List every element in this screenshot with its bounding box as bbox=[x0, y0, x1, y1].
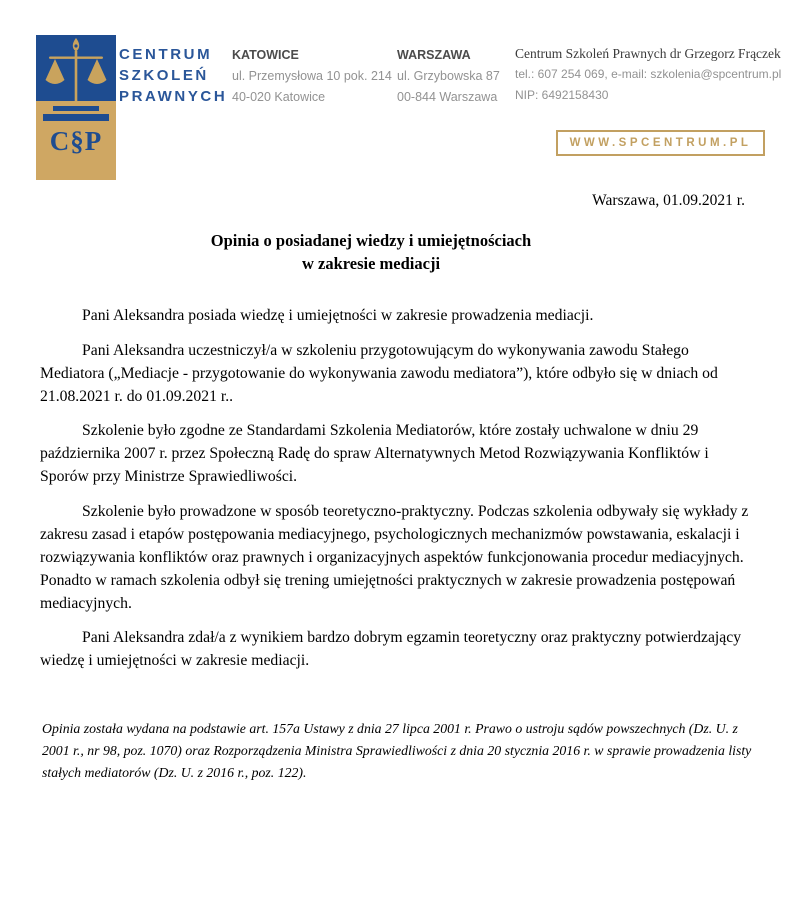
paragraph: Pani Aleksandra posiada wiedzę i umiejętności w zakresie prowadzenia mediacji. bbox=[82, 307, 594, 324]
office-postal: 00-844 Warszawa bbox=[397, 90, 498, 104]
brand-line-1: CENTRUM bbox=[119, 46, 213, 63]
office-city: KATOWICE bbox=[232, 48, 299, 62]
scales-of-justice-icon bbox=[36, 35, 116, 101]
company-full-name: Centrum Szkoleń Prawnych dr Grzegorz Frączek bbox=[515, 46, 781, 61]
csp-logo bbox=[36, 35, 116, 180]
office-street: ul. Grzybowska 87 bbox=[397, 69, 500, 83]
logo-pedestal-base bbox=[43, 114, 109, 121]
brand-line-2: SZKOLEŃ bbox=[119, 67, 209, 84]
contact-block bbox=[515, 43, 782, 106]
logo-monogram: C§P bbox=[49, 126, 103, 156]
title-line-2: w zakresie mediacji bbox=[301, 254, 441, 273]
legal-footnote bbox=[40, 718, 753, 784]
office-postal: 40-020 Katowice bbox=[232, 90, 326, 104]
paragraph: Szkolenie było prowadzone w sposób teoretyczno-praktyczny. Podczas szkolenia odbywały się wykłady z zakresu zasad i etapów postępowania mediacyjnego, psychologicznych mechanizmów powstawania, eskalacji i rozwiązywania konfliktów oraz prawnych i organizacyjnych aspektów funkcjonowania procedur mediacyjnych. Ponadto w ramach szkolenia odbył się trening umiejętności praktycznych w zakresie prowadzenia postępowań mediacyjnych. bbox=[40, 502, 749, 612]
paragraph: Pani Aleksandra uczestniczył/a w szkoleniu przygotowującym do wykonywania zawodu Stałego Mediatora („Mediacje - przygotowanie do wykonywania zawodu mediatora”), które odbyło się w dniach od 21.08.2021 r. do 01.09.2021 r.. bbox=[40, 341, 718, 405]
paragraph: Szkolenie było zgodne ze Standardami Szkolenia Mediatorów, które zostały uchwalone w dniu 29 października 2007 r. przez Społeczną Radę do spraw Alternatywnych Metod Rozwiązywania Konfliktów i Sporów przy Ministrze Sprawiedliwości. bbox=[40, 422, 709, 485]
phone-email-line: tel.: 607 254 069, e-mail: szkolenia@spcentrum.pl bbox=[515, 67, 782, 81]
title-line-1: Opinia o posiadanej wiedzy i umiejętnościach bbox=[210, 231, 532, 250]
dateline: Warszawa, 01.09.2021 r. bbox=[592, 192, 745, 209]
logo-pedestal-top bbox=[53, 106, 99, 111]
document-body bbox=[40, 304, 753, 784]
office-street: ul. Przemysłowa 10 pok. 214 bbox=[232, 69, 392, 83]
office-katowice bbox=[232, 45, 392, 108]
office-warszawa bbox=[397, 45, 500, 108]
office-city: WARSZAWA bbox=[397, 48, 471, 62]
brand-line-3: PRAWNYCH bbox=[119, 88, 228, 105]
brand-name bbox=[119, 44, 227, 107]
website-badge: WWW.SPCENTRUM.PL bbox=[556, 130, 765, 156]
paragraph: Pani Aleksandra zdał/a z wynikiem bardzo dobrym egzamin teoretyczny oraz praktyczny potwierdzający wiedzę i umiejętności w zakresie mediacji. bbox=[40, 629, 742, 669]
nip-line: NIP: 6492158430 bbox=[515, 88, 609, 102]
document-title bbox=[0, 229, 742, 275]
footnote-text: Opinia została wydana na podstawie art. 157a Ustawy z dnia 27 lipca 2001 r. Prawo o ustroju sądów powszechnych (Dz. U. z 2001 r., nr 98, poz. 1070) oraz Rozporządzenia Ministra Sprawiedliwości z dnia 20 stycznia 2016 r. w sprawie prowadzenia listy stałych mediatorów (Dz. U. z 2016 r., poz. 122). bbox=[42, 721, 752, 780]
